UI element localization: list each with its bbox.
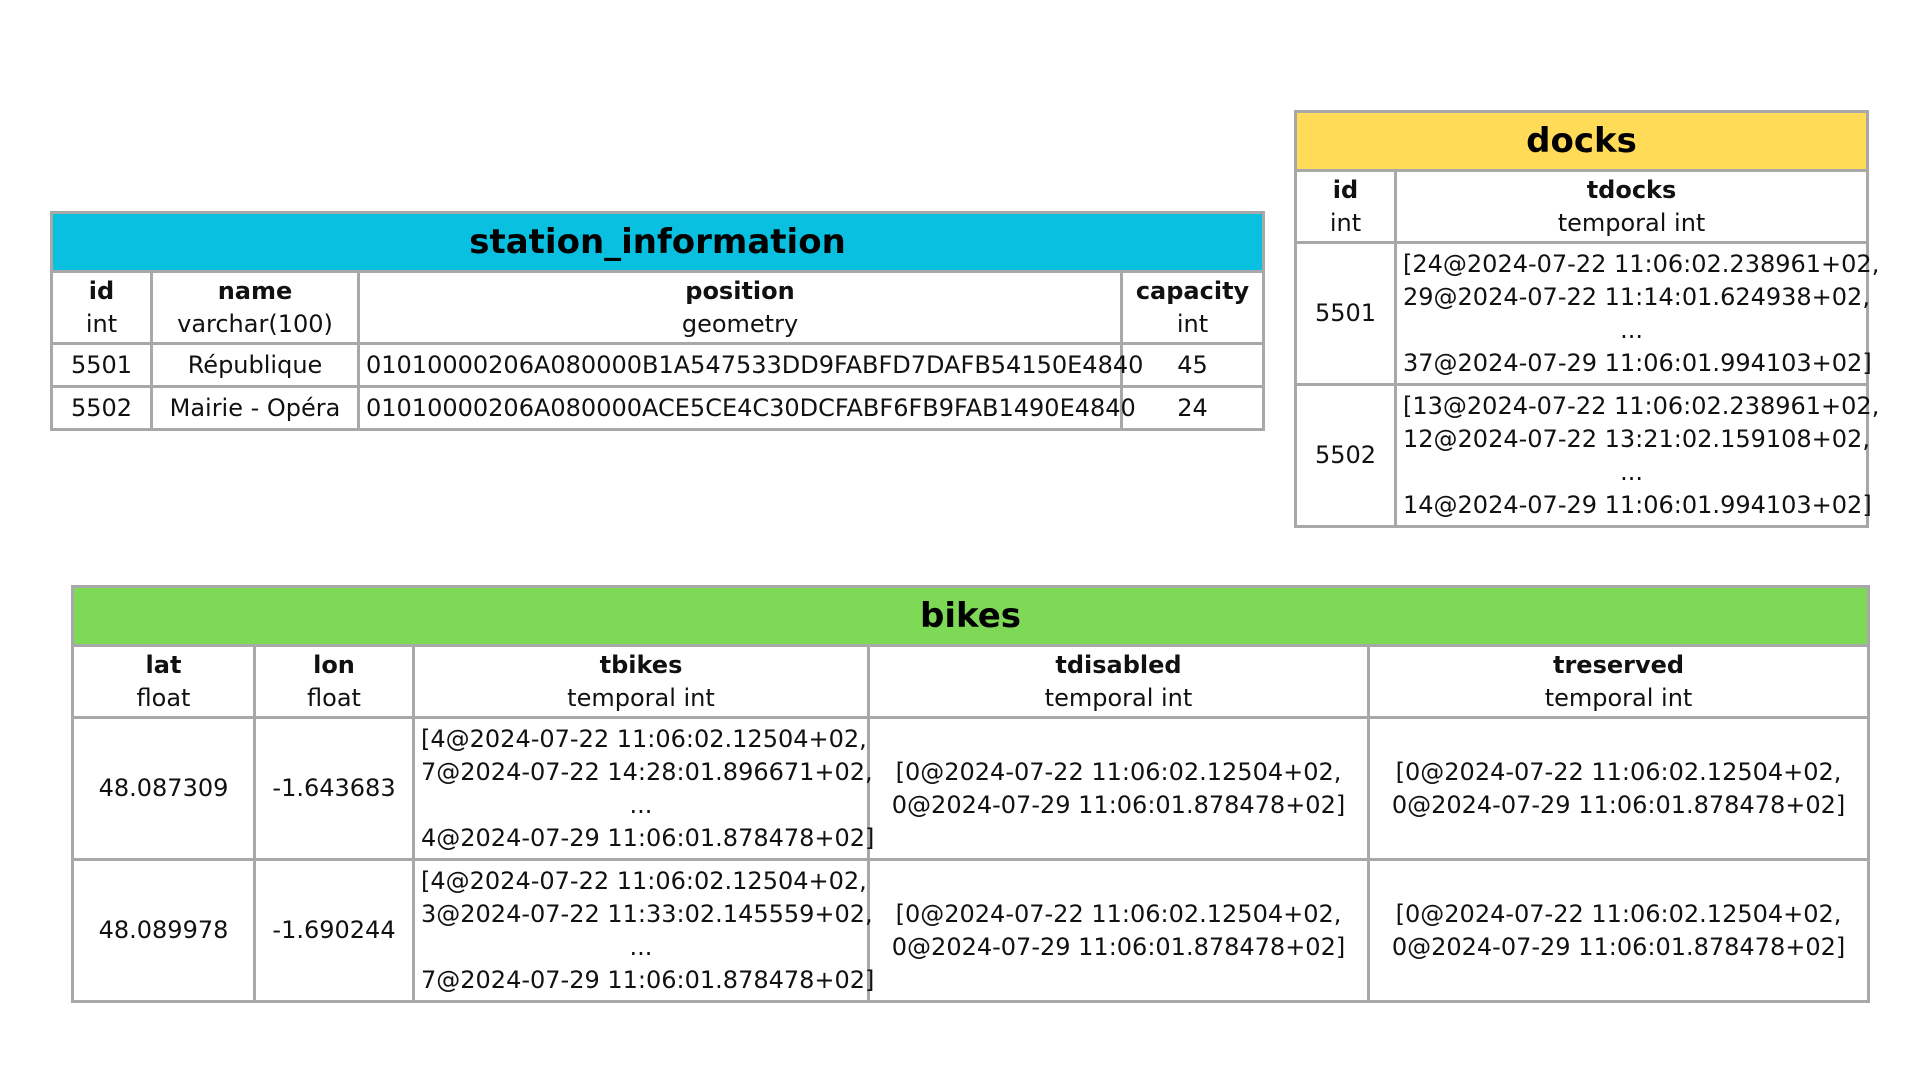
table-cell: République [152,344,359,387]
table-row [73,860,1869,1002]
table-cell: 48.089978 [73,860,255,1002]
cell-line: ... [1620,457,1643,486]
column-header: id int [1296,171,1396,243]
table-cell [1396,385,1880,527]
cell-line: [4@2024-07-22 11:06:02.12504+02, [421,724,867,753]
table-cell: -1.643683 [255,718,414,860]
table-cell: 5501 [1296,243,1396,385]
table-cell [869,860,1369,1002]
cell-line: 4@2024-07-29 11:06:01.878478+02] [421,823,875,852]
table-cell: 45 [1122,344,1264,387]
column-header: tbikes temporal int [414,646,869,718]
column-header: position geometry [359,272,1122,344]
column-header: name varchar(100) [152,272,359,344]
cell-line: [24@2024-07-22 11:06:02.238961+02, [1403,249,1880,278]
cell-line: ... [1620,315,1643,344]
cell-line: 0@2024-07-29 11:06:01.878478+02] [891,932,1346,961]
cell-line: ... [629,790,653,819]
table-title: bikes [73,587,1869,646]
column-header: treserved temporal int [1369,646,1869,718]
table-row [73,718,1869,860]
cell-line: [0@2024-07-22 11:06:02.12504+02, [895,757,1342,786]
table-cell: 01010000206A080000B1A547533DD9FABFD7DAFB54150E4840 [359,344,1122,387]
bikes-table [71,585,1870,1003]
column-header: capacity int [1122,272,1264,344]
table-cell: 24 [1122,387,1264,430]
table-cell [1369,860,1869,1002]
column-header: lon float [255,646,414,718]
column-header: tdisabled temporal int [869,646,1369,718]
table-cell: 5502 [52,387,152,430]
cell-line: 29@2024-07-22 11:14:01.624938+02, [1403,282,1870,311]
cell-line: [13@2024-07-22 11:06:02.238961+02, [1403,391,1880,420]
cell-line: 7@2024-07-29 11:06:01.878478+02] [421,965,875,994]
table-row [1296,243,1868,385]
cell-line: 0@2024-07-29 11:06:01.878478+02] [1391,932,1846,961]
cell-line: 12@2024-07-22 13:21:02.159108+02, [1403,424,1870,453]
column-header: lat float [73,646,255,718]
table-cell [1396,243,1880,385]
table-title: station_information [52,213,1264,272]
table-cell: 01010000206A080000ACE5CE4C30DCFABF6FB9FAB1490E4840 [359,387,1122,430]
table-cell [1369,718,1869,860]
cell-line: 0@2024-07-29 11:06:01.878478+02] [1391,790,1846,819]
table-row [52,387,1264,430]
table-cell: 5502 [1296,385,1396,527]
docks-table [1294,110,1880,528]
cell-line: ... [629,932,653,961]
cell-line: 3@2024-07-22 11:33:02.145559+02, [421,899,873,928]
table-row [1296,385,1868,527]
table-cell: -1.690244 [255,860,414,1002]
cell-line: 37@2024-07-29 11:06:01.994103+02] [1403,348,1872,377]
table-cell: Mairie - Opéra [152,387,359,430]
station-information-table [50,211,1265,431]
cell-line: [0@2024-07-22 11:06:02.12504+02, [1395,899,1842,928]
table-cell [414,718,875,860]
table-row [52,344,1264,387]
cell-line: [4@2024-07-22 11:06:02.12504+02, [421,866,867,895]
table-cell: 5501 [52,344,152,387]
cell-line: 14@2024-07-29 11:06:01.994103+02] [1403,490,1872,519]
cell-line: [0@2024-07-22 11:06:02.12504+02, [1395,757,1842,786]
table-cell: 48.087309 [73,718,255,860]
table-cell [414,860,875,1002]
table-title: docks [1296,112,1868,171]
cell-line: 7@2024-07-22 14:28:01.896671+02, [421,757,873,786]
column-header: tdocks temporal int [1396,171,1868,243]
cell-line: [0@2024-07-22 11:06:02.12504+02, [895,899,1342,928]
column-header: id int [52,272,152,344]
table-cell [869,718,1369,860]
cell-line: 0@2024-07-29 11:06:01.878478+02] [891,790,1346,819]
